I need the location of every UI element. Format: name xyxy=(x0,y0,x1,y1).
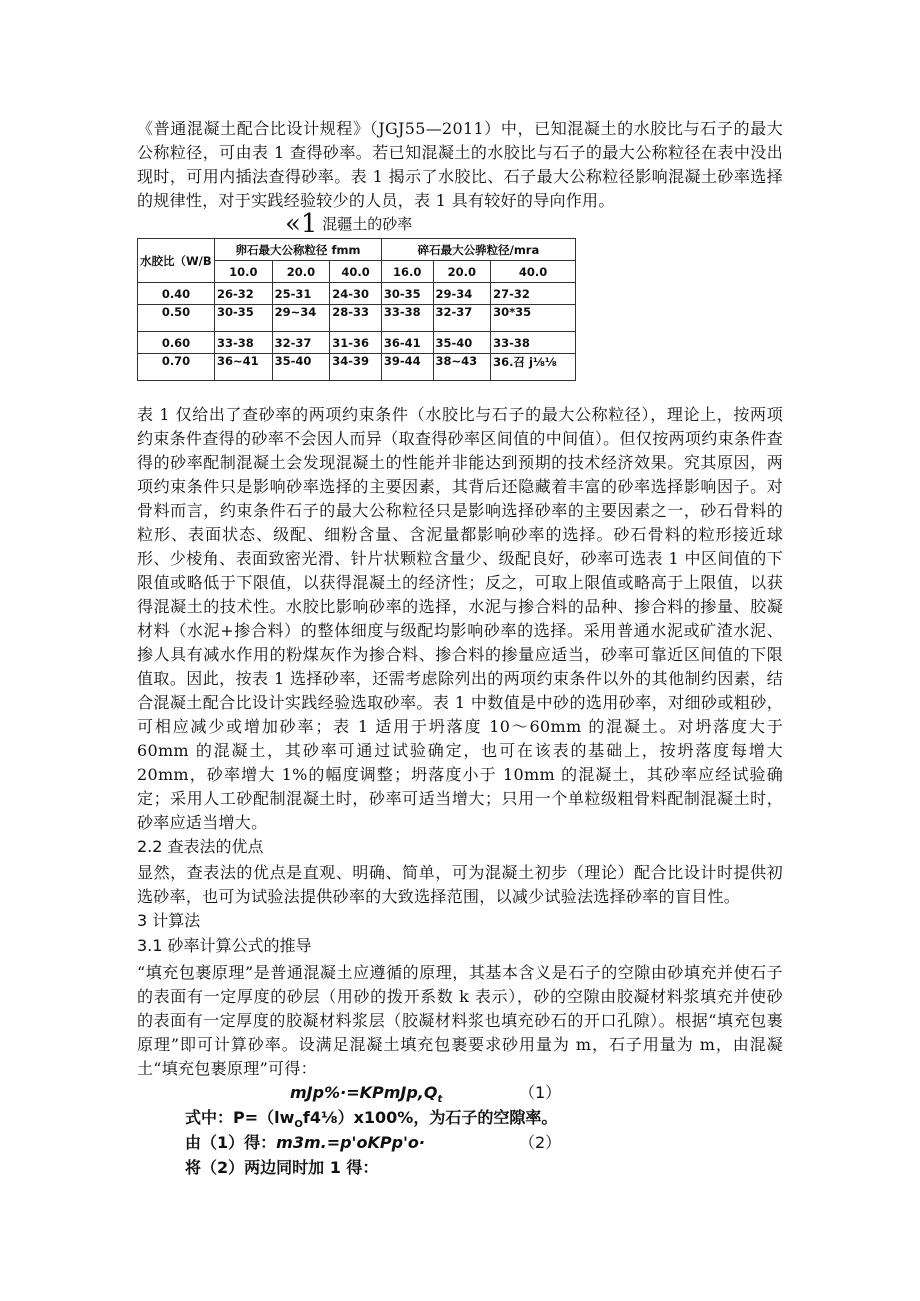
formula-2-expr: m3m.=p'oKPp'o· xyxy=(276,1133,425,1152)
table-column-header: 16.0 xyxy=(381,261,433,283)
formula-1-expr: mJp%·=KPmJp,Q xyxy=(290,1083,438,1102)
table-cell: 33-38 xyxy=(381,305,433,332)
table-cell: 35-40 xyxy=(272,354,330,381)
table-cell: 25-31 xyxy=(272,283,330,305)
table-column-header: 20.0 xyxy=(433,261,491,283)
heading-3: 3 计算法 xyxy=(137,911,201,930)
table-group-header-gravel: 卵石最大公称粒径 fmm xyxy=(215,239,382,261)
table-cell: 29-34 xyxy=(433,283,491,305)
heading-3-1: 3.1 砂率计算公式的推导 xyxy=(137,936,312,955)
table-column-header: 10.0 xyxy=(215,261,273,283)
table-caption-text: 混疆土的砂率 xyxy=(322,215,413,233)
table-cell: 24-30 xyxy=(330,283,382,305)
table-cell: 26-32 xyxy=(215,283,273,305)
table-cell: 32-37 xyxy=(272,332,330,354)
formula-where-suffix: f4⅛）x100%，为石子的空隙率。 xyxy=(302,1108,558,1127)
table-cell: 33-38 xyxy=(491,332,576,354)
sand-ratio-table xyxy=(137,238,576,381)
table-cell: 36.召 j⅛⅛ xyxy=(491,354,576,381)
table-caption-mark: «1 xyxy=(285,209,318,239)
paragraph-constraints: 表 1 仅给出了查砂率的两项约束条件（水胶比与石子的最大公称粒径），理论上，按两项约束条件查得的砂率不会因人而异（取查得砂率区间值的中间值）。但仅按两项约束条件查得的砂率配制混凝土会发现混凝土的性能并非能达到预期的技术经济效果。究其原因，两项约束条件只是影响砂率选择的主要因素，其背后还隐藏着丰富的砂率选择影响因子。对骨料而言，约束条件石子的最大公称粒径只是影响选择砂率的主要因素之一，砂石骨料的粒形、表面状态、级配、细粉含量、含泥量都影响砂率的选择。砂石骨料的粒形接近球形、少棱角、表面致密光滑、针片状颗粒含量少、级配良好，砂率可选表 1 中区间值的下限值或略低于下限值，以获得混凝土的经济性；反之，可取上限值或略高于上限值，以获得混凝土的技术性。水胶比影响砂率的选择，水泥与掺合料的品种、掺合料的掺量、胶凝材料（水泥+掺合料）的整体细度与级配均影响砂率的选择。采用普通水泥或矿渣水泥、掺人具有减水作用的粉煤灰作为掺合料、掺合料的掺量应适当，砂率可靠近区间值的下限值取。因此，按表 1 选择砂率，还需考虑除列出的两项约束条件以外的其他制约因素，结合混凝土配合比设计实践经验选取砂率。表 1 中数值是中砂的选用砂率，对细砂或粗砂，可相应减少或增加砂率；表 1 适用于坍落度 10～60mm 的混凝土。对坍落度大于 60mm 的混凝土，其砂率可通过试验确定，也可在该表的基础上，按坍落度每增大 20mm，砂率增大 1%的幅度调整；坍落度小于 10mm 的混凝土，其砂率应经试验确定；采用人工砂配制混凝土时，砂率可适当增大；只用一个单粒级粗骨料配制混凝土时，砂率应适当增大。 xyxy=(137,405,783,832)
formula-2-prefix: 由（1）得： xyxy=(185,1133,277,1152)
table-cell: 39-44 xyxy=(381,354,433,381)
table-group-header-crushed: 碎石最大公骅粒径/mra xyxy=(381,239,575,261)
table-row xyxy=(138,332,576,354)
formula-3: 将（2）两边同时加 1 得： xyxy=(185,1158,379,1177)
table-cell: 33-38 xyxy=(215,332,273,354)
table-cell: 27-32 xyxy=(491,283,576,305)
table-cell: 30-35 xyxy=(381,283,433,305)
formula-1-sub: t xyxy=(437,1094,443,1106)
table-column-header: 40.0 xyxy=(491,261,576,283)
formula-where-sub: O xyxy=(294,1119,303,1131)
table-row-header: 水胶比（W/B xyxy=(138,239,215,283)
table-cell: 38~43 xyxy=(433,354,491,381)
formula-2-number: （2） xyxy=(519,1133,562,1152)
table-row xyxy=(138,283,576,305)
table-cell: 34-39 xyxy=(330,354,382,381)
formula-where-prefix: 式中：P=（lw xyxy=(185,1108,295,1127)
table-cell: 29~34 xyxy=(272,305,330,332)
paragraph-filling-principle: “填充包裹原理”是普通混凝土应遵循的原理，其基本含义是石子的空隙由砂填充并使石子的表面有一定厚度的砂层（用砂的拨开系数 k 表示），砂的空隙由胶凝材料浆填充并使砂的表面有一定厚度的胶凝材料浆层（胶凝材料浆也填充砂石的开口孔隙）。根据“填充包裹原理”即可计算砂率。设满足混凝土填充包裹要求砂用量为 m，石子用量为 m，由混凝土“填充包裹原理”可得： xyxy=(137,963,783,1078)
table-cell-wb: 0.60 xyxy=(138,332,215,354)
intro-paragraph: 《普通混凝土配合比设计规程》（JGJ55—2011）中，已知混凝土的水胶比与石子的最大公称粒径，可由表 1 查得砂率。若已知混凝土的水胶比与石子的最大公称粒径在表中没出现时，可用内插法查得砂率。表 1 揭示了水胶比、石子最大公称粒径影响混凝土砂率选择的规律性，对于实践经验较少的人员，表 1 具有较好的导向作用。 xyxy=(137,119,783,210)
table-cell: 32-37 xyxy=(433,305,491,332)
table-cell: 28-33 xyxy=(330,305,382,332)
table-row xyxy=(138,305,576,332)
table-cell-wb: 0.40 xyxy=(138,283,215,305)
table-caption xyxy=(285,210,412,238)
table-column-header: 20.0 xyxy=(272,261,330,283)
table-cell: 36~41 xyxy=(215,354,273,381)
paragraph-advantages: 显然，查表法的优点是直观、明确、简单，可为混凝土初步（理论）配合比设计时提供初选砂率，也可为试验法提供砂率的大致选择范围，以减少试验法选择砂率的盲目性。 xyxy=(137,863,783,906)
table-group-header-row xyxy=(138,239,576,261)
table-cell: 31-36 xyxy=(330,332,382,354)
table-cell-wb: 0.50 xyxy=(138,305,215,332)
table-column-header: 40.0 xyxy=(330,261,382,283)
table-cell: 35-40 xyxy=(433,332,491,354)
heading-2-2: 2.2 查表法的优点 xyxy=(137,837,264,856)
formula-1-number: （1） xyxy=(519,1083,562,1102)
table-cell: 36-41 xyxy=(381,332,433,354)
formula-2 xyxy=(185,1132,425,1154)
table-cell: 30-35 xyxy=(215,305,273,332)
table-row xyxy=(138,354,576,381)
table-cell-wb: 0.70 xyxy=(138,354,215,381)
table-cell: 30*35 xyxy=(491,305,576,332)
